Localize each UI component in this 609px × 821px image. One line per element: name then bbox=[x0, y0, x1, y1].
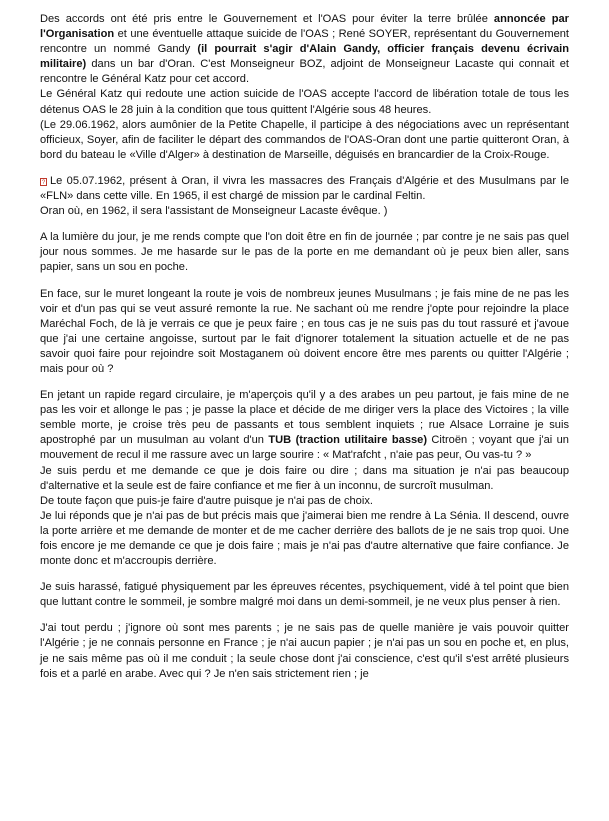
bold-segment: TUB (traction utilitaire basse) bbox=[268, 434, 428, 447]
paragraph-daylight: A la lumière du jour, je me rends compte que l'on doit être en fin de journée ; par contre je ne sais pas quel jour nous sommes. Je me hasarde sur le pas de la porte en me demandant où je peux bien aller, sans papier, sans un sou en poche. bbox=[40, 231, 569, 274]
text-segment: dans un bar d'Oran. C'est Monseigneur BOZ, adjoint de Monseigneur Lacaste qui connait et rencontre le Général Katz pour cet accord. bbox=[40, 58, 569, 86]
paragraph-regard-circulaire bbox=[40, 388, 569, 463]
paragraph-muret: En face, sur le muret longeant la route je vois de nombreux jeunes Musulmans ; je fais mine de ne pas les voir et d'un pas qui se veut assuré remonte la rue. Ne sachant où me rendre j'opte pour rejoindre la place Maréchal Foch, de là je verrais ce que je peux faire ; en tous cas je ne suis pas du tout rassuré et j'avoue que j'ai une certaine angoisse, surtout par le fait d'ignorer totalement la situation actuelle et de ne pas savoir quoi faire pour rejoindre soit Mostaganem où doivent encore être mes parents ou quitter l'Algérie ; mais pour où ? bbox=[40, 287, 569, 375]
paragraph-general-katz: Le Général Katz qui redoute une action suicide de l'OAS accepte l'accord de libération totale de tous les détenus OAS le 28 juin à la condition que tous quittent l'Algérie sous 48 heures. bbox=[40, 88, 569, 116]
bold-segment: (il pourrait s'agir d'Alain Gandy, officier français devenu écrivain militaire) bbox=[40, 43, 569, 71]
paragraph-la-senia: Je lui réponds que je n'ai pas de but précis mais que j'aimerai bien me rendre à La Sénia. Il descend, ouvre la porte arrière et me demande de monter et de me cacher derrière des ballots de je ne sais trop quoi. Une fois encore je me demande ce que je dois faire ; mais je n'ai pas d'autre alternative que faire confiance. Je monte donc et m'accroupis derrière. bbox=[40, 509, 569, 568]
paragraph-note-massacres bbox=[40, 174, 569, 204]
paragraph-de-toute-facon: De toute façon que puis-je faire d'autre puisque je n'ai pas de choix. bbox=[40, 494, 373, 507]
document-page bbox=[40, 12, 569, 682]
paragraph-note-petite-chapelle: (Le 29.06.1962, alors aumônier de la Petite Chapelle, il participe à des négociations avec un représentant officieux, Soyer, afin de faciliter le départ des commandos de l'OAS-Oran dont une partie quitteront Oran, à bord du bateau le «Ville d'Alger» à destination de Marseille, déguisés en brancardier de la Croix-Rouge. bbox=[40, 118, 569, 161]
broken-image-icon: ? bbox=[41, 179, 46, 186]
text-segment: Le 05.07.1962, présent à Oran, il vivra les massacres des Français d'Algérie et des Musulmans par le «FLN» dans cette ville. En 1965, il est chargé de mission par le cardinal Feltin. bbox=[40, 174, 569, 203]
text-segment: Citroën ; voyant que j'ai un mouvement de recul il me rassure avec un large sourire : « Mat'rafcht , n'aie pas peur, Ou vas-tu ? » bbox=[40, 434, 569, 462]
bold-segment: annoncée par l'Organisation bbox=[40, 13, 569, 41]
paragraph-tout-perdu: J'ai tout perdu ; j'ignore où sont mes parents ; je ne sais pas de quelle manière je vais pouvoir quitter l'Algérie ; je ne connais personne en France ; je n'ai aucun papier ; je n'ai pas un sou en poche et, en plus, je ne sais même pas où il me conduit ; la seule chose dont j'ai conscience, c'est qu'il s'est arrêté plusieurs fois et a parlé en arabe. Avec qui ? Je n'en sais strictement rien ; je bbox=[40, 622, 569, 680]
paragraph-harasse: Je suis harassé, fatigué physiquement par les épreuves récentes, psychiquement, vidé à tel point que bien que luttant contre le sommeil, je sombre malgré moi dans un demi-sommeil, je ne veux plus penser à rien. bbox=[40, 581, 569, 609]
paragraph-note-lacaste: Oran où, en 1962, il sera l'assistant de Monseigneur Lacaste évêque. ) bbox=[40, 205, 388, 218]
paragraph-perdu: Je suis perdu et me demande ce que je dois faire ou dire ; dans ma situation je n'ai pas beaucoup d'alternative et la seule est de faire confiance et me fier à un inconnu, de surcroît musulman. bbox=[40, 464, 569, 492]
paragraph-accords bbox=[40, 12, 569, 87]
text-segment: Des accords ont été pris entre le Gouvernement et l'OAS pour éviter la terre brûlée bbox=[40, 13, 494, 25]
text-segment: et une éventuelle attaque suicide de l'OAS ; René SOYER, représentant du Gouvernement rencontre un nommé Gandy bbox=[40, 28, 569, 56]
text-segment: En jetant un rapide regard circulaire, je m'aperçois qu'il y a des arabes un peu partout, je fais mine de ne pas les voir et allonge le pas ; je passe la place et décide de me diriger vers la place des Victoires ; la ville semble morte, je croise très peu de passants et tous semblent inquiets ; rue Alsace Lorraine je suis apostrophé par un musulman au volant d'un bbox=[40, 389, 569, 447]
